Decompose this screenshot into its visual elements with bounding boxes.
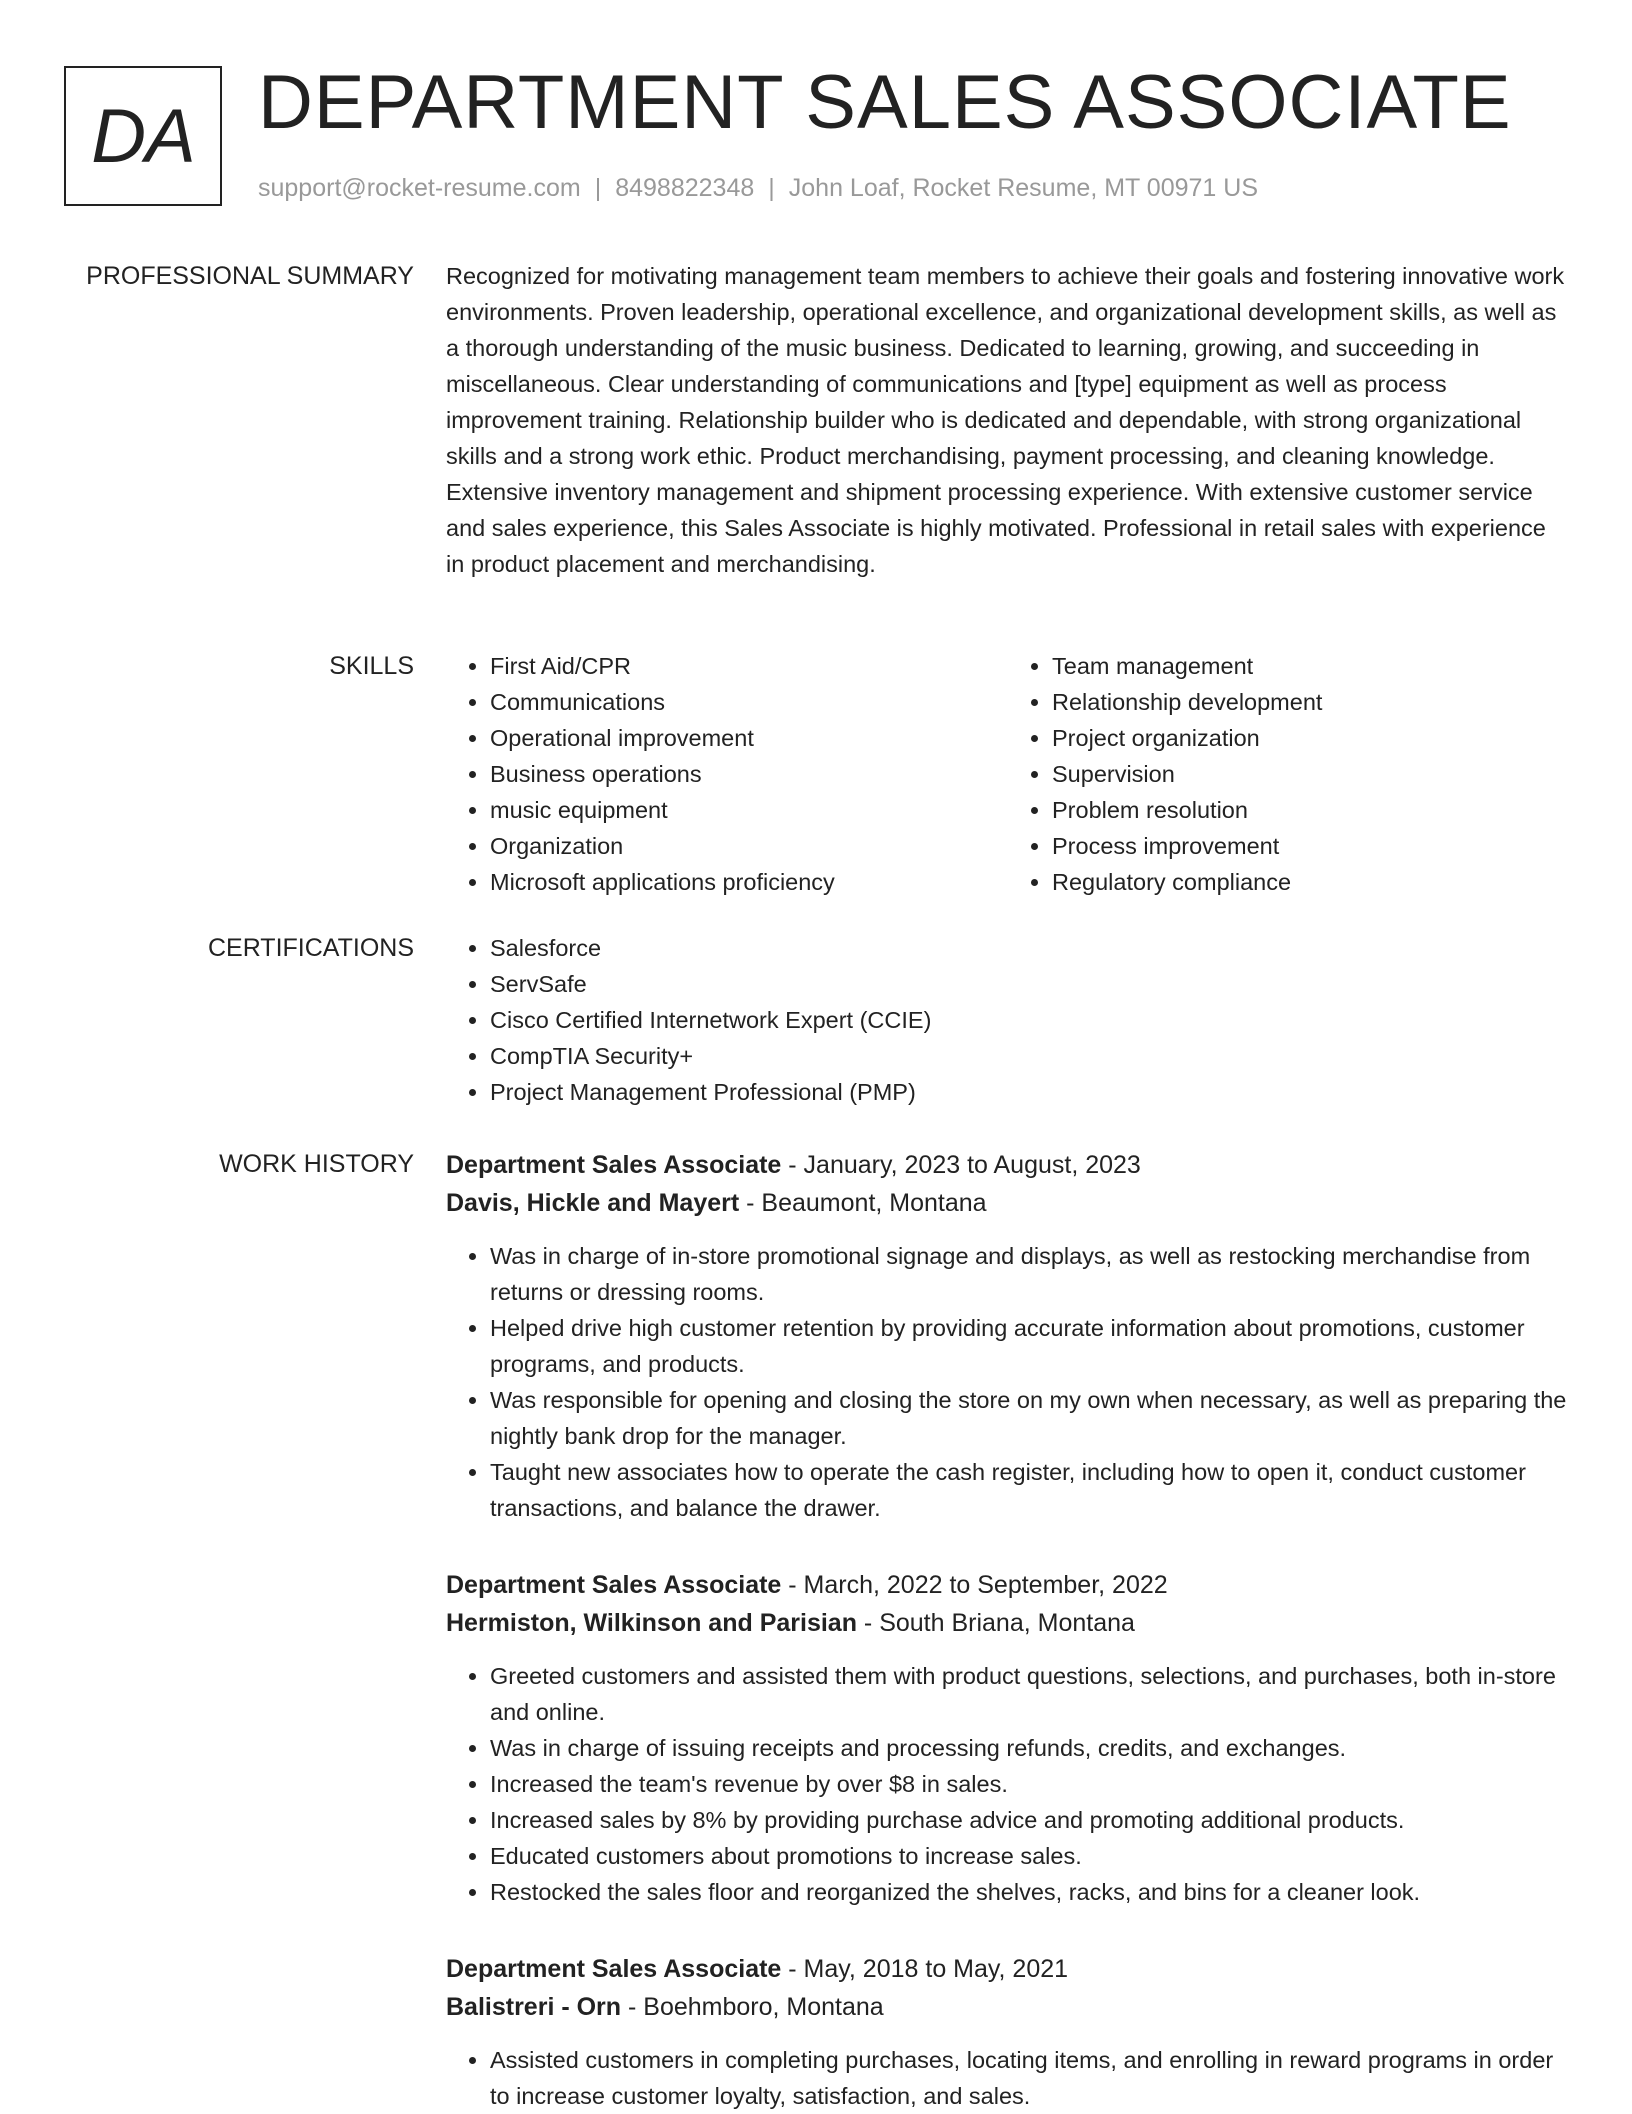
skill-item: • Process improvement (1052, 828, 1570, 864)
skills-list-right (1008, 648, 1570, 900)
job-bullets (446, 2042, 1570, 2114)
job-dates: - January, 2023 to August, 2023 (781, 1151, 1141, 1179)
skill-item: • Relationship development (1052, 684, 1570, 720)
job-location: - Boehmboro, Montana (621, 1993, 884, 2021)
job-bullet: • Helped drive high customer retention by providing accurate information about promotions, customer programs, and products. (490, 1310, 1570, 1382)
skill-item: • Microsoft applications proficiency (490, 864, 1008, 900)
skill-item: • Regulatory compliance (1052, 864, 1570, 900)
certification-item: • CompTIA Security+ (490, 1038, 1570, 1074)
job-company-line (446, 1988, 1570, 2026)
job-bullets (446, 1238, 1570, 1526)
job-company: Balistreri - Orn (446, 1993, 622, 2021)
job-bullet: • Increased sales by 8% by providing purchase advice and promoting additional products. (490, 1802, 1570, 1838)
work-history-label: WORK HISTORY (219, 1150, 414, 1178)
contact-email[interactable]: support@rocket-resume.com (258, 174, 581, 202)
job-dates: - May, 2018 to May, 2021 (781, 1955, 1069, 1983)
job-bullet: • Restocked the sales floor and reorganized the shelves, racks, and bins for a cleaner look. (490, 1874, 1570, 1910)
job-location: - Beaumont, Montana (739, 1189, 987, 1217)
contact-phone[interactable]: 8498822348 (615, 174, 755, 202)
skills-list-left (446, 648, 1008, 900)
job-company: Davis, Hickle and Mayert (446, 1189, 740, 1217)
skill-item: • Supervision (1052, 756, 1570, 792)
contact-address: John Loaf, Rocket Resume, MT 00971 US (788, 174, 1258, 202)
skill-item: • Business operations (490, 756, 1008, 792)
skill-item: • Team management (1052, 648, 1570, 684)
certifications-list (446, 930, 1570, 1110)
job-title: Department Sales Associate (446, 1955, 782, 1983)
job-company-line (446, 1184, 1570, 1222)
job-bullet: • Greeted customers and assisted them with product questions, selections, and purchases, both in-store and online. (490, 1658, 1570, 1730)
job-bullet: • Educated customers about promotions to increase sales. (490, 1838, 1570, 1874)
job-bullet: • Increased the team's revenue by over $8 in sales. (490, 1766, 1570, 1802)
job-title: Department Sales Associate (446, 1571, 782, 1599)
certifications-label: CERTIFICATIONS (207, 934, 414, 962)
certification-item: • Salesforce (490, 930, 1570, 966)
skill-item: • First Aid/CPR (490, 648, 1008, 684)
job-entry (446, 1950, 1570, 2114)
skill-item: • Organization (490, 828, 1008, 864)
job-title-line (446, 1566, 1570, 1604)
job-entry (446, 1566, 1570, 1910)
job-bullet: • Was responsible for opening and closing the store on my own when necessary, as well as preparing the nightly bank drop for the manager. (490, 1382, 1570, 1454)
monogram-initials: DA (91, 93, 195, 179)
job-title-line (446, 1146, 1570, 1184)
contact-separator: | (594, 174, 602, 202)
certification-item: • Project Management Professional (PMP) (490, 1074, 1570, 1110)
certification-item: • Cisco Certified Internetwork Expert (CCIE) (490, 1002, 1570, 1038)
job-dates: - March, 2022 to September, 2022 (781, 1571, 1168, 1599)
job-bullet: • Assisted customers in completing purchases, locating items, and enrolling in reward programs in order to increase customer loyalty, satisfaction, and sales. (490, 2042, 1570, 2114)
skill-item: • Problem resolution (1052, 792, 1570, 828)
skill-item: • music equipment (490, 792, 1008, 828)
job-company-line (446, 1604, 1570, 1642)
job-entry (446, 1146, 1570, 1526)
monogram (64, 66, 222, 206)
job-bullet: • Taught new associates how to operate the cash register, including how to open it, conduct customer transactions, and balance the drawer. (490, 1454, 1570, 1526)
contact-line (258, 174, 1258, 203)
job-location: - South Briana, Montana (856, 1609, 1135, 1637)
summary-text: Recognized for motivating management team members to achieve their goals and fostering innovative work environments. Proven leadership, operational excellence, and organizational development skills, as well as a thorough understanding of the music business. Dedicated to learning, growing, and succeeding in miscellaneous. Clear understanding of communications and [type] equipment as well as process improvement training. Relationship builder who is dedicated and dependable, with strong organizational skills and a strong work ethic. Product merchandising, payment processing, and cleaning knowledge. Extensive inventory management and shipment processing experience. With extensive customer service and sales experience, this Sales Associate is highly motivated. Professional in retail sales with experience in product placement and merchandising. (446, 263, 1565, 577)
job-title: Department Sales Associate (446, 1151, 782, 1179)
job-company: Hermiston, Wilkinson and Parisian (446, 1609, 857, 1637)
skill-item: • Project organization (1052, 720, 1570, 756)
job-title-line (446, 1950, 1570, 1988)
skill-item: • Communications (490, 684, 1008, 720)
certification-item: • ServSafe (490, 966, 1570, 1002)
skill-item: • Operational improvement (490, 720, 1008, 756)
summary-label: PROFESSIONAL SUMMARY (86, 262, 414, 290)
resume-title: DEPARTMENT SALES ASSOCIATE (258, 60, 1512, 145)
job-bullets (446, 1658, 1570, 1910)
skills-label: SKILLS (329, 652, 414, 680)
job-bullet: • Was in charge of in-store promotional signage and displays, as well as restocking merchandise from returns or dressing rooms. (490, 1238, 1570, 1310)
contact-separator: | (768, 174, 775, 202)
job-bullet: • Was in charge of issuing receipts and processing refunds, credits, and exchanges. (490, 1730, 1570, 1766)
